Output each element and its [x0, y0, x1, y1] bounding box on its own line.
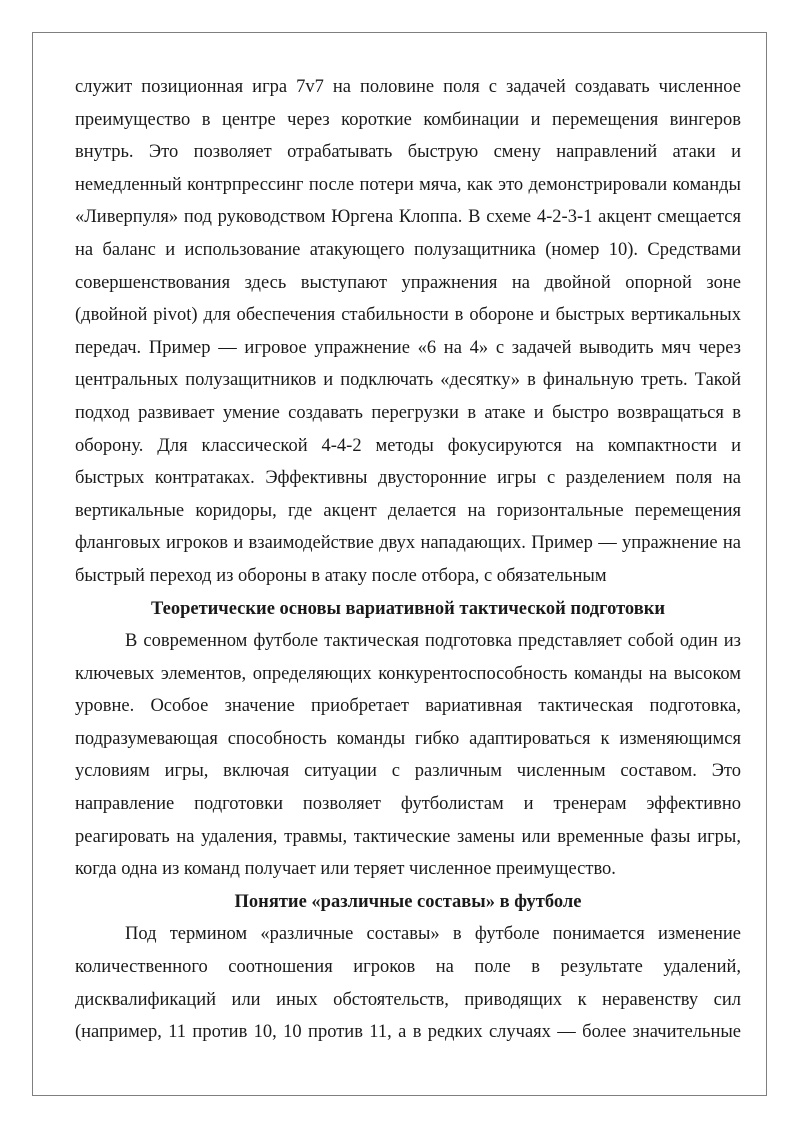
text-line: уровне. Особое значение приобретает вариативная тактическая подготовка,	[75, 696, 741, 717]
text-line: быстрых контратаках. Эффективны двусторонние игры с разделением поля на	[75, 468, 741, 489]
text-line: оборону. Для классической 4-4-2 методы фокусируются на компактности и	[75, 435, 741, 456]
text-line: центральных полузащитников и подключать «десятку» в финальную треть. Такой	[75, 370, 741, 391]
text-line: реагировать на удаления, травмы, тактические замены или временные фазы игры,	[75, 826, 741, 847]
text-line: ключевых элементов, определяющих конкурентоспособность команды на высоком	[75, 663, 741, 684]
text-line: служит позиционная игра 7v7 на половине поля с задачей создавать численное	[75, 77, 741, 97]
text-line: внутрь. Это позволяет отрабатывать быструю смену направлений атаки и	[75, 142, 741, 163]
text-line: совершенствования здесь выступают упражнения на двойной опорной зоне	[75, 272, 741, 293]
text-line: (двойной pivot) для обеспечения стабильности в обороне и быстрых вертикальных	[75, 305, 741, 326]
text-line: направление подготовки позволяет футболистам и тренерам эффективно	[75, 794, 741, 815]
text-line: В современном футболе тактическая подготовка представляет собой один из	[125, 631, 741, 652]
text-line: немедленный контрпрессинг после потери мяча, как это демонстрировали команды	[75, 174, 741, 195]
text-line: условиям игры, включая ситуации с различным численным составом. Это	[75, 761, 741, 782]
section-heading-theory: Теоретические основы вариативной тактической подготовки	[150, 598, 666, 619]
paragraph-continued	[75, 71, 741, 593]
text-line: Под термином «различные составы» в футболе понимается изменение	[125, 924, 741, 945]
text-line: быстрый переход из обороны в атаку после отбора, с обязательным	[75, 565, 607, 586]
text-line: вертикальные коридоры, где акцент делается на горизонтальные перемещения	[75, 500, 741, 521]
text-line: фланговых игроков и взаимодействие двух нападающих. Пример — упражнение на	[75, 533, 741, 554]
text-line: (например, 11 против 10, 10 против 11, а в редких случаях — более значительные	[75, 1022, 741, 1043]
text-line: «Ливерпуля» под руководством Юргена Клоппа. В схеме 4-2-3-1 акцент смещается	[75, 207, 741, 228]
text-line: дисквалификаций или иных обстоятельств, приводящих к неравенству сил	[75, 989, 741, 1010]
text-line: подразумевающая способность команды гибко адаптироваться к изменяющимся	[75, 728, 741, 749]
text-line: количественного соотношения игроков на поле в результате удалений,	[75, 957, 741, 978]
section-heading-squads: Понятие «различные составы» в футболе	[234, 891, 582, 912]
text-line: подход развивает умение создавать перегрузки в атаке и быстро возвращаться в	[75, 402, 741, 423]
text-line: преимущество в центре через короткие комбинации и перемещения вингеров	[75, 109, 741, 130]
paragraph-squads	[75, 918, 741, 1048]
text-line: на баланс и использование атакующего полузащитника (номер 10). Средствами	[75, 239, 741, 260]
paragraph-theory	[75, 625, 741, 886]
text-line: передач. Пример — игровое упражнение «6 на 4» с задачей выводить мяч через	[75, 337, 741, 358]
document-body	[75, 71, 741, 1049]
text-line: когда одна из команд получает или теряет численное преимущество.	[75, 859, 616, 880]
